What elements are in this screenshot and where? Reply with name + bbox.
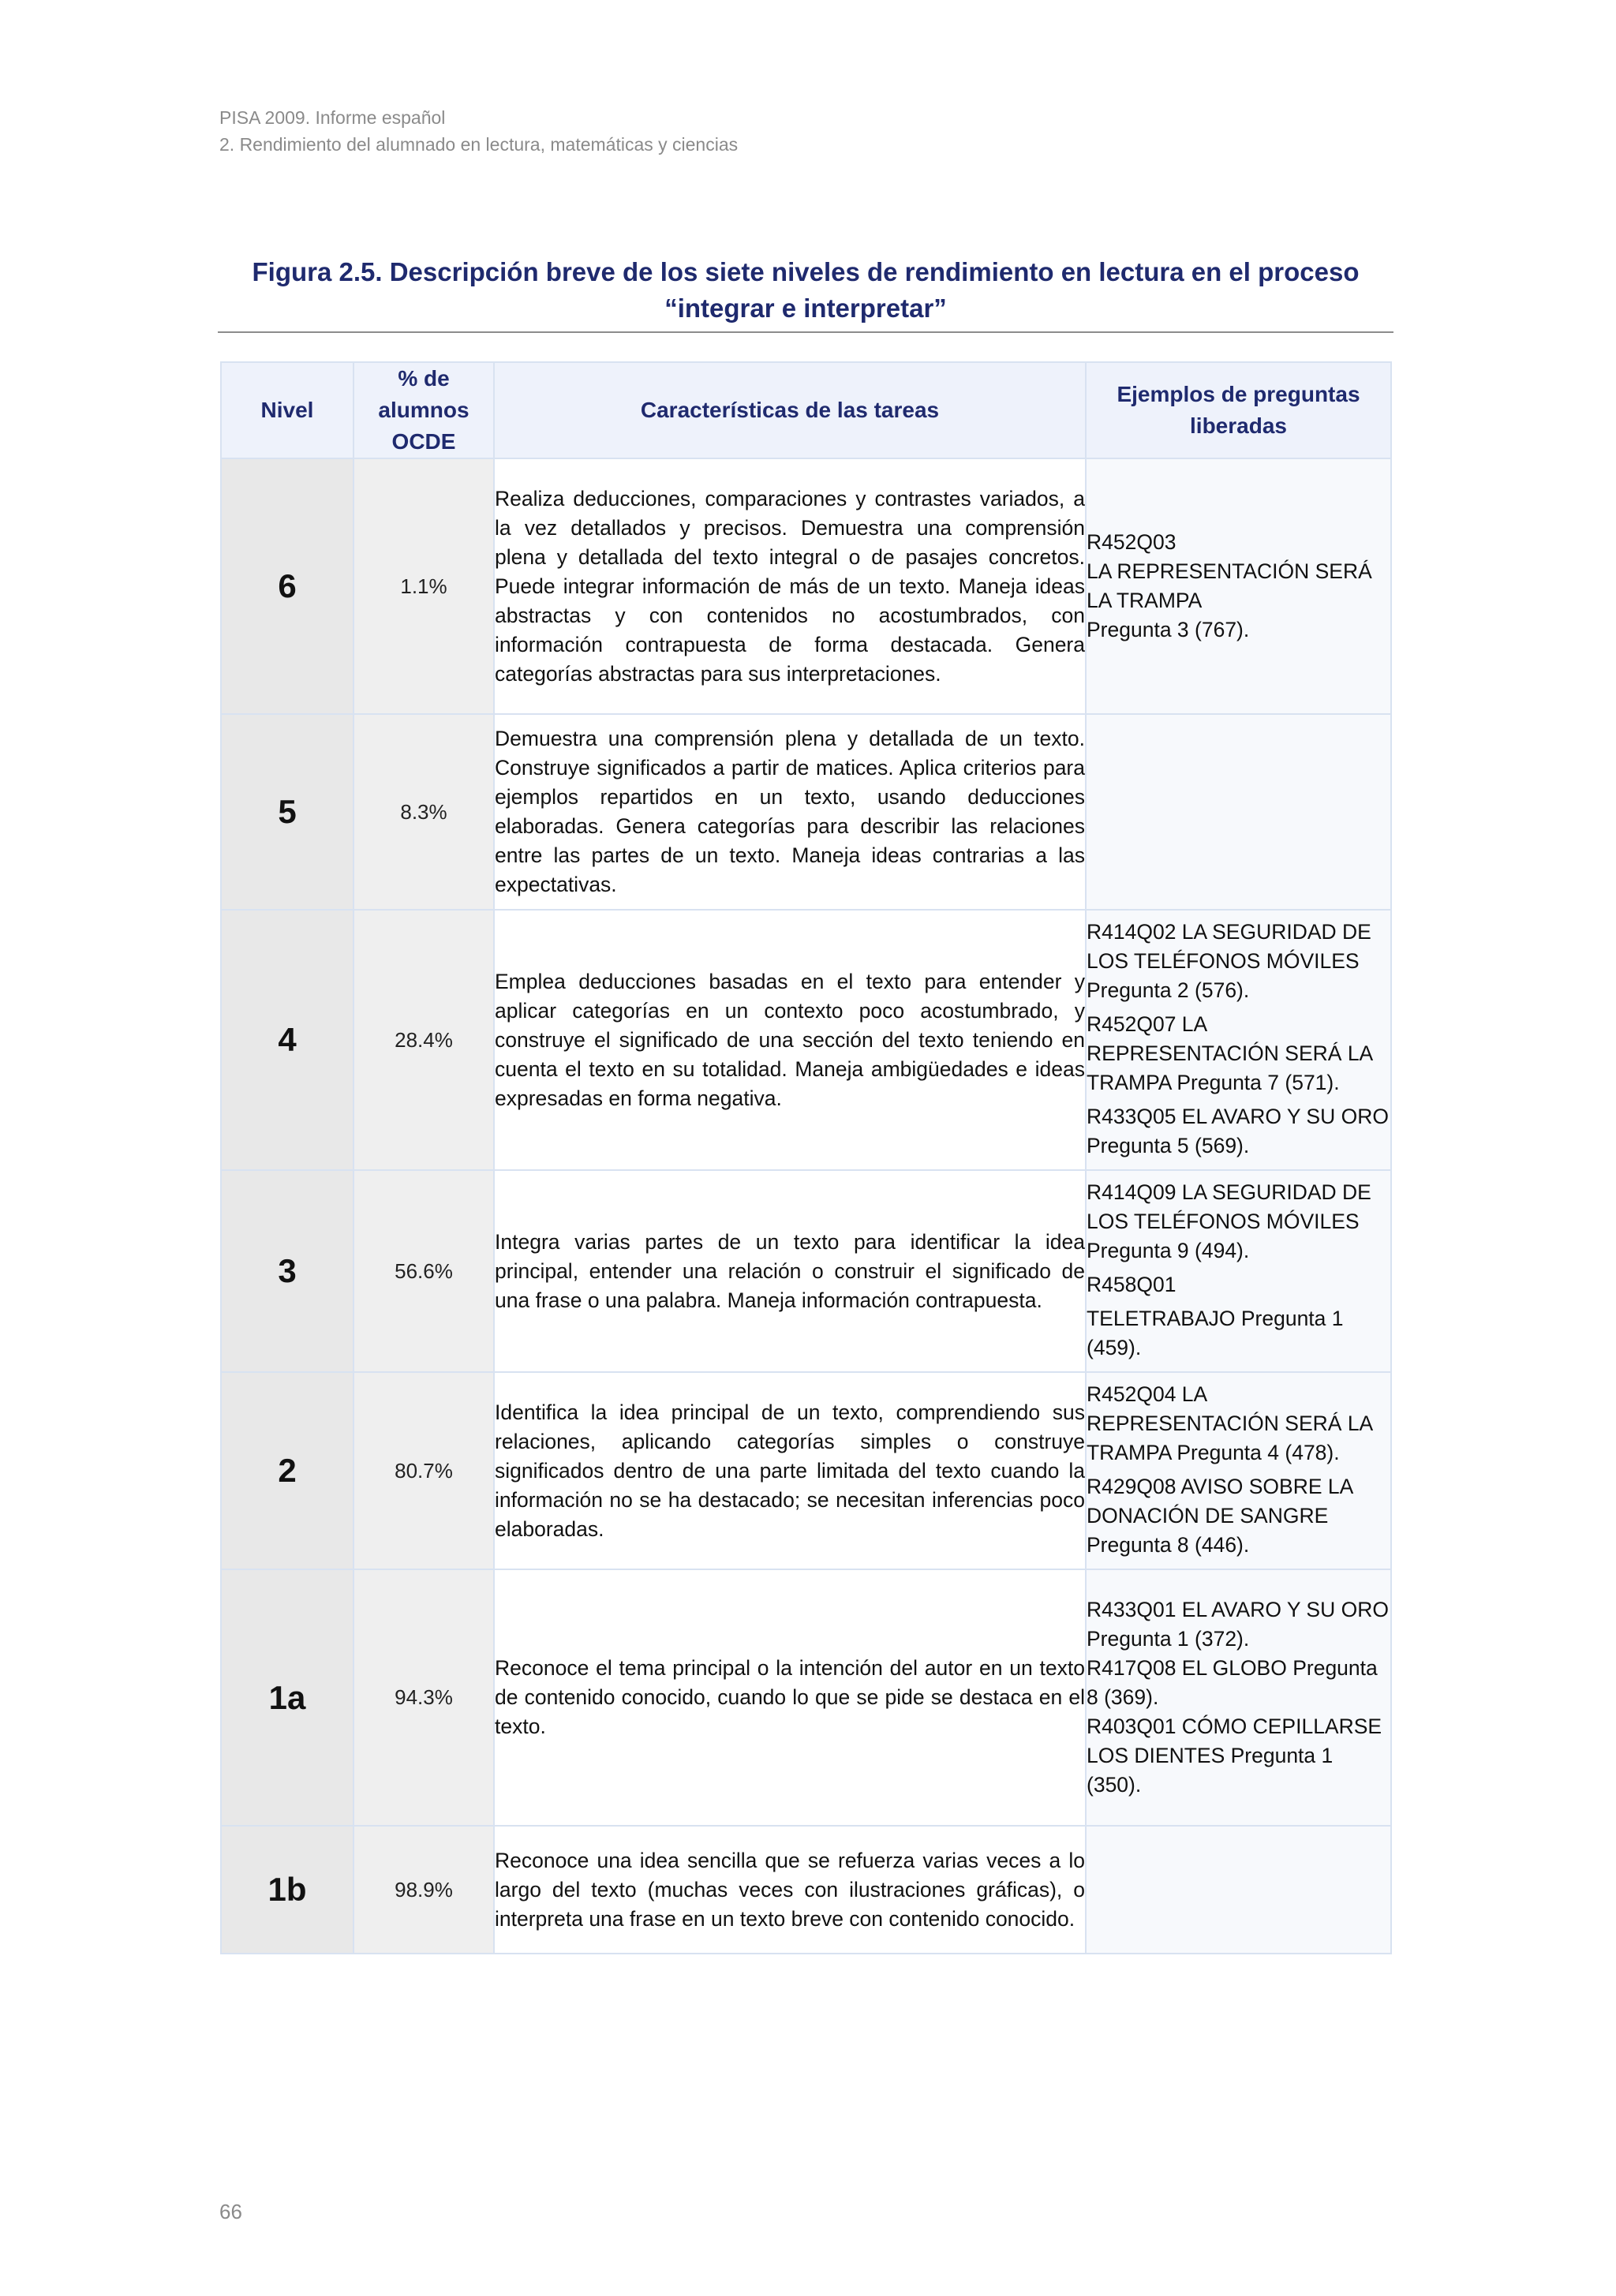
- example-question: R403Q01 CÓMO CEPILLARSE LOS DIENTES Pregunta 1 (350).: [1087, 1715, 1382, 1797]
- level-description-cell: [494, 910, 1086, 1170]
- level-label: 1a: [221, 1569, 354, 1826]
- header-caracteristicas: Características de las tareas: [494, 362, 1086, 458]
- title-divider: [218, 331, 1393, 333]
- header-ejemplos-line-1: Ejemplos de preguntas: [1117, 382, 1360, 406]
- level-percentage: 80.7%: [354, 1372, 494, 1569]
- table-row-level-2: [221, 1372, 1391, 1569]
- example-line: LA TRAMPA: [1087, 589, 1203, 612]
- example-question: R433Q01 EL AVARO Y SU ORO Pregunta 1 (372).: [1087, 1598, 1389, 1651]
- level-description-cell: [494, 1569, 1086, 1826]
- table-row-level-1a: [221, 1569, 1391, 1826]
- header-pct-alumnos: [354, 362, 494, 458]
- example-line: Pregunta 3 (767).: [1087, 618, 1250, 641]
- example-question: R452Q04 LA REPRESENTACIÓN SERÁ LA TRAMPA Pregunta 4 (478).: [1087, 1382, 1372, 1464]
- level-percentage: 8.3%: [354, 714, 494, 910]
- level-description: Reconoce una idea sencilla que se refuerza varias veces a lo largo del texto (muchas veces con ilustraciones gráficas), o interpreta una frase en un texto breve con contenido conocido.: [495, 1848, 1085, 1931]
- level-label: 3: [221, 1170, 354, 1372]
- example-question: R417Q08 EL GLOBO Pregunta 8 (369).: [1087, 1656, 1378, 1709]
- level-description: Realiza deducciones, comparaciones y contrastes variados, a la vez detallados y precisos. Demuestra una comprensión plena y detallada del texto integral o de pasajes concretos. Puede integrar información de más de un texto. Maneja ideas abstractas y con contenidos no acostumbrados, con información contrapuesta de forma destacada. Genera categorías abstractas para sus interpretaciones.: [495, 486, 1085, 686]
- level-description-cell: [494, 458, 1086, 714]
- example-question: R433Q05 EL AVARO Y SU ORO Pregunta 5 (569).: [1087, 1105, 1389, 1157]
- level-description: Identifica la idea principal de un texto, comprendiendo sus relaciones, aplicando categorías simples o construye significados dentro de una parte limitada del texto cuando la información no se ha destacado; se necesitan inferencias poco elaboradas.: [495, 1400, 1085, 1541]
- page-number: 66: [219, 2200, 242, 2223]
- level-examples-cell-empty: [1086, 1826, 1391, 1954]
- example-question: [1087, 528, 1390, 645]
- level-percentage: 28.4%: [354, 910, 494, 1170]
- level-examples-cell-empty: [1086, 714, 1391, 910]
- example-question: R452Q07 LA REPRESENTACIÓN SERÁ LA TRAMPA Pregunta 7 (571).: [1087, 1012, 1372, 1094]
- header-pct-line-1: % de: [398, 366, 450, 391]
- example-question: R414Q02 LA SEGURIDAD DE LOS TELÉFONOS MÓVILES Pregunta 2 (576).: [1087, 920, 1371, 1002]
- level-label: 1b: [221, 1826, 354, 1954]
- level-description-cell: [494, 1372, 1086, 1569]
- example-question: R429Q08 AVISO SOBRE LA DONACIÓN DE SANGRE Pregunta 8 (446).: [1087, 1475, 1352, 1557]
- table-header-row: [221, 362, 1391, 458]
- header-ejemplos: [1086, 362, 1391, 458]
- level-examples-cell: [1086, 458, 1391, 714]
- header-pct-line-2: alumnos: [378, 398, 469, 422]
- running-header-title: PISA 2009. Informe español: [219, 107, 446, 128]
- header-pct-line-3: OCDE: [391, 429, 456, 454]
- header-nivel: Nivel: [221, 362, 354, 458]
- example-question: R458Q01: [1087, 1273, 1176, 1296]
- example-line: LA REPRESENTACIÓN SERÁ: [1087, 559, 1372, 583]
- table-row-level-4: [221, 910, 1391, 1170]
- level-description: Reconoce el tema principal o la intención del autor en un texto de contenido conocido, cuando lo que se pide se destaca en el texto.: [495, 1656, 1085, 1738]
- example-question: R414Q09 LA SEGURIDAD DE LOS TELÉFONOS MÓVILES Pregunta 9 (494).: [1087, 1180, 1371, 1262]
- level-examples-cell: [1086, 1170, 1391, 1372]
- running-header: [219, 104, 738, 158]
- levels-table: [220, 361, 1392, 1954]
- table-row-level-3: [221, 1170, 1391, 1372]
- level-label: 5: [221, 714, 354, 910]
- table-row-level-6: [221, 458, 1391, 714]
- table-row-level-5: [221, 714, 1391, 910]
- level-description-cell: [494, 1170, 1086, 1372]
- figure-title-line-1: Figura 2.5. Descripción breve de los siete niveles de rendimiento en lectura en el proceso: [252, 257, 1360, 286]
- level-description: Integra varias partes de un texto para identificar la idea principal, entender una relación o construir el significado de una frase o una palabra. Maneja información contrapuesta.: [495, 1229, 1085, 1312]
- table-row-level-1b: [221, 1826, 1391, 1954]
- example-question: TELETRABAJO Pregunta 1 (459).: [1087, 1307, 1344, 1359]
- level-percentage: 1.1%: [354, 458, 494, 714]
- level-description: Emplea deducciones basadas en el texto para entender y aplicar categorías en un contexto poco acostumbrado, y construye el significado de una sección del texto teniendo en cuenta el texto en su totalidad. Maneja ambigüedades e ideas expresadas en forma negativa.: [495, 969, 1085, 1110]
- level-label: 4: [221, 910, 354, 1170]
- level-label: 6: [221, 458, 354, 714]
- header-ejemplos-line-2: liberadas: [1190, 413, 1287, 438]
- level-description-cell: [494, 1826, 1086, 1954]
- figure-title: [218, 254, 1393, 327]
- level-examples-cell: [1086, 1372, 1391, 1569]
- level-description-cell: [494, 714, 1086, 910]
- level-examples-cell: [1086, 910, 1391, 1170]
- level-percentage: 98.9%: [354, 1826, 494, 1954]
- level-percentage: 94.3%: [354, 1569, 494, 1826]
- running-header-chapter: 2. Rendimiento del alumnado en lectura, matemáticas y ciencias: [219, 134, 739, 155]
- level-description: Demuestra una comprensión plena y detallada de un texto. Construye significados a partir de matices. Aplica criterios para ejemplos repartidos en un texto, usando deducciones elaboradas. Genera categorías para describir las relaciones entre las partes de un texto. Maneja ideas contrarias a las expectativas.: [495, 727, 1085, 896]
- figure-title-line-2: “integrar e interpretar”: [664, 294, 947, 323]
- level-percentage: 56.6%: [354, 1170, 494, 1372]
- level-label: 2: [221, 1372, 354, 1569]
- example-line: R452Q03: [1087, 530, 1176, 554]
- level-examples-cell: [1086, 1569, 1391, 1826]
